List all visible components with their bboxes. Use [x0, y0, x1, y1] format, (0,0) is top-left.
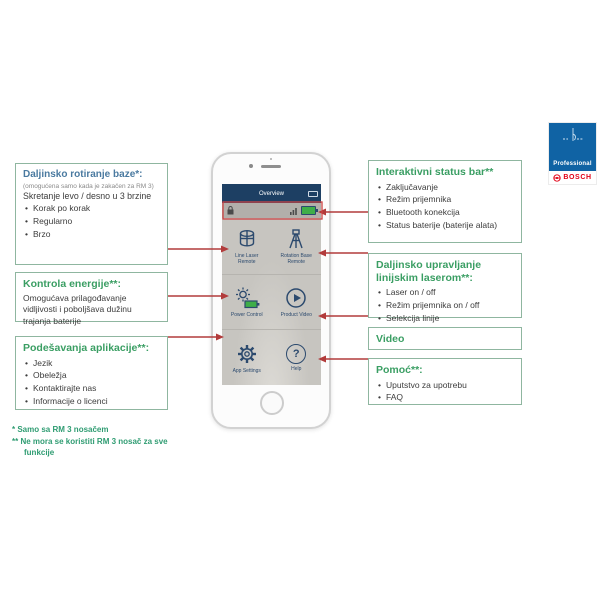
app-tile-label: App Settings — [232, 367, 261, 374]
gear-icon — [235, 342, 259, 366]
footnote: * Samo sa RM 3 nosačem — [12, 425, 109, 434]
logo-blue-panel — [549, 123, 596, 171]
bullet-item: • Jezik — [23, 357, 160, 370]
callout-heading: Daljinsko rotiranje baze*: — [23, 169, 143, 180]
play-icon — [284, 286, 308, 310]
app-tile-label: Product Video — [280, 311, 312, 318]
callout-subnote: (omogućena samo kada je zakačen za RM 3) — [23, 183, 154, 190]
brightness-battery-icon — [234, 286, 260, 310]
app-tile-label: Line Laser Remote — [235, 252, 259, 265]
callout-heading: Interaktivni status bar** — [376, 166, 494, 178]
app-icon-grid — [222, 218, 321, 385]
smartphone-mockup — [211, 152, 331, 429]
callout-help — [368, 358, 522, 405]
logo-brand-band — [549, 171, 596, 184]
callout-heading: Podešavanja aplikacije**: — [23, 342, 150, 354]
app-tile-label: Help — [291, 365, 302, 372]
app-tile-product-video — [272, 274, 322, 330]
bullet-item: • Informacije o licenci — [23, 395, 160, 408]
front-camera-dot — [249, 164, 253, 168]
bullet-item: • Zaključavanje — [376, 181, 514, 194]
app-tile-rotation-base-remote — [272, 218, 322, 274]
app-tile-help — [272, 329, 322, 385]
battery-status-icon — [301, 206, 316, 215]
callout-power-control — [15, 272, 168, 326]
bullet-item: • Selekcija linije — [376, 312, 514, 325]
bullet-item: • Status baterije (baterije alata) — [376, 219, 514, 232]
callout-bullet-list — [23, 202, 160, 240]
app-tile-label: Power Control — [230, 311, 263, 318]
app-status-bar — [222, 203, 321, 218]
callout-remote-base-rotation — [15, 163, 168, 265]
callout-video — [368, 327, 522, 350]
callout-heading: Video — [376, 333, 405, 345]
callout-body: Omogućava prilagođavanje vidljivosti i poboljšava dužinu trajanja baterije — [23, 292, 132, 326]
status-right-icons — [290, 206, 316, 215]
callout-bullet-list — [376, 181, 514, 232]
bullet-item: • Režim prijemnika on / off — [376, 299, 514, 312]
app-tile-line-laser-remote — [222, 218, 272, 274]
callout-app-settings — [15, 336, 168, 410]
callout-heading: Pomoć**: — [376, 364, 423, 376]
callout-line-laser-remote — [368, 253, 522, 323]
bullet-item: • Režim prijemnika — [376, 193, 514, 206]
callout-status-bar — [368, 160, 522, 243]
bosch-wordmark: BOSCH — [563, 174, 592, 181]
bullet-item: • Korak po korak — [23, 202, 160, 215]
bullet-item: • Kontaktirajte nas — [23, 382, 160, 395]
callout-bullet-list — [23, 357, 160, 408]
bosch-anchor-icon — [553, 174, 561, 182]
earpiece-speaker — [261, 165, 281, 168]
sensor-dot — [270, 158, 272, 160]
laser-cross-icon — [562, 126, 584, 148]
receiver-signal-icon — [290, 207, 298, 215]
app-title-bar — [222, 184, 321, 203]
callout-bullet-list — [376, 286, 514, 324]
home-button — [260, 391, 284, 415]
app-title: Overview — [258, 190, 284, 197]
callout-heading: Kontrola energije**: — [23, 278, 122, 290]
bosch-professional-logo — [548, 122, 597, 185]
bullet-item: • Brzo — [23, 228, 160, 241]
footnote: ** Ne mora se koristiti RM 3 nosač za sve funkcije — [12, 436, 168, 458]
question-icon — [286, 344, 306, 364]
footnotes — [12, 424, 170, 459]
app-tile-power-control — [222, 274, 272, 330]
question-glyph: ? — [292, 347, 300, 360]
phone-screen — [222, 184, 321, 385]
bullet-item: • Laser on / off — [376, 286, 514, 299]
callout-heading: Daljinsko upravljanje linijskim laserom**: — [376, 259, 482, 284]
lock-icon — [227, 206, 234, 215]
app-tile-label: Rotation Base Remote — [280, 252, 312, 265]
logo-professional-text: Professional — [553, 161, 592, 167]
bullet-item: • Uputstvo za upotrebu — [376, 379, 514, 392]
app-tile-app-settings — [222, 329, 272, 385]
callout-bullet-list — [376, 379, 514, 405]
bullet-item: • Bluetooth konekcija — [376, 206, 514, 219]
line-laser-icon — [235, 227, 259, 251]
bullet-item: • FAQ — [376, 391, 514, 404]
tripod-icon — [284, 227, 308, 251]
callout-intro: Skretanje levo / desno u 3 brzine — [23, 191, 152, 201]
bullet-item: • Obeležja — [23, 369, 160, 382]
titlebar-battery-icon — [308, 191, 318, 197]
bullet-item: • Regularno — [23, 215, 160, 228]
